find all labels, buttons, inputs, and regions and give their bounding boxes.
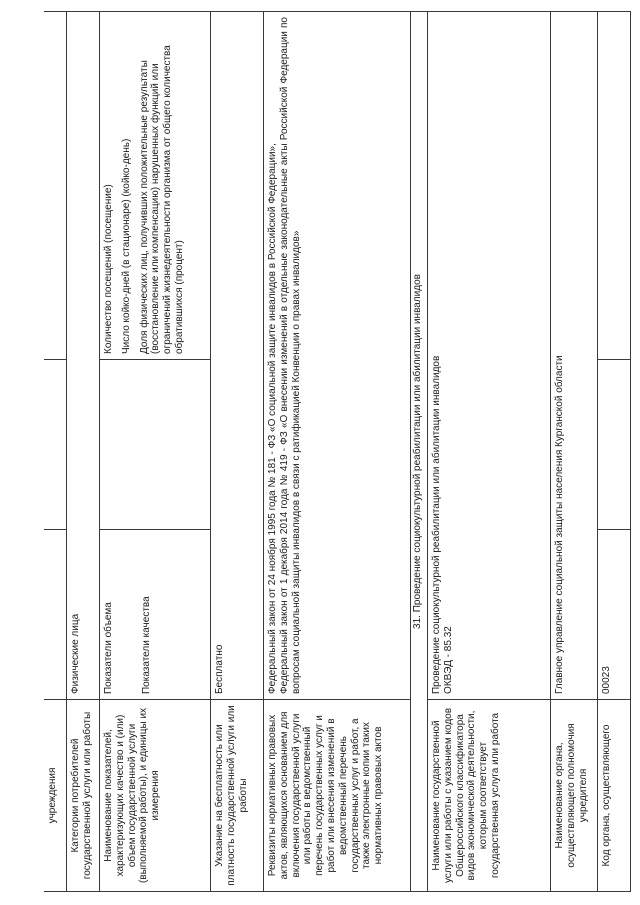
- continuation-label: учреждения: [44, 700, 67, 892]
- volume-item: Число койко-дней (в стационаре) (койко-день): [120, 138, 132, 354]
- payment-label: Указание на бесплатность или платность государственной услуги или работы: [211, 700, 264, 892]
- table-row-payment: [211, 12, 264, 892]
- table-row-section: [411, 12, 428, 892]
- legal-acts-label: Реквизиты нормативных правовых актов, являющихся основанием для включения государственной услуги или работы в ведомственный перечень государственных услуг и работ или внесения изменений в ведомственный перечень государственных услуг и работ, а также электронные копии таких нормативных правовых актов: [264, 700, 411, 892]
- volume-header: Показатели объема: [103, 602, 114, 694]
- service-name-label: Наименование государственной услуги или работы с указанием кодов Общероссийского классификатора видов экономической деятельности, которым соответствует государственная услуга или работа: [428, 700, 551, 892]
- table-row-service-name: [428, 12, 551, 892]
- table-row-continuation: [44, 12, 67, 892]
- payment-value: Бесплатно: [211, 12, 264, 700]
- founder-organ-value: Главное управление социальной защиты населения Курганской области: [551, 12, 598, 700]
- table-row-founder-organ: [551, 12, 598, 892]
- organ-code-label: Код органа, осуществляющего: [598, 700, 631, 892]
- quality-header: Показатели качества: [140, 596, 152, 694]
- service-name-value: [428, 12, 551, 700]
- table-row-organ-code: [598, 12, 631, 892]
- service-name: Проведение социокультурной реабилитации или абилитации инвалидов: [431, 355, 442, 694]
- indicators-headers: [100, 530, 211, 700]
- legal-acts-value: [264, 12, 411, 700]
- services-registry-table: [44, 11, 631, 892]
- volume-item: Количество посещений (посещение): [103, 184, 114, 354]
- table-row-consumers: [67, 12, 100, 892]
- indicators-values: [100, 12, 211, 360]
- table-row-indicators: [100, 12, 211, 892]
- consumers-value: Физические лица: [67, 12, 100, 700]
- table-row-legal-acts: [264, 12, 411, 892]
- consumers-label: Категории потребителей государственной услуги или работы: [67, 700, 100, 892]
- section-title: 31. Проведение социокультурной реабилитации или абилитации инвалидов: [411, 12, 428, 892]
- quality-item: Доля физических лиц, получивших положительные результаты (восстановление или компенсацию) нарушенных функций или ограничений жизнедеятельности организма от общего количества обратившихся (процент): [138, 45, 185, 354]
- legal-act-2: Федеральный закон от 1 декабря 2014 года № 419 - ФЗ «О внесении изменений в отдельные законодательные акты Российской Федерации по вопросам социальной защиты инвалидов в связи с ратификацией Конвенции о правах инвалидов»: [278, 17, 302, 694]
- organ-code-value: 00023: [598, 530, 631, 700]
- indicators-label: Наименование показателей, характеризующих качество и (или) объем государственной услуги (выполняемой работы), и единицы их измерения: [100, 700, 211, 892]
- service-code: ОКВЭД - 85.32: [442, 626, 454, 694]
- founder-organ-label: Наименование органа, осуществляющего полномочия учредителя: [551, 700, 598, 892]
- legal-act-1: Федеральный закон от 24 ноября 1995 года № 181 - ФЗ «О социальной защите инвалидов в Российской Федерации»,: [267, 143, 278, 694]
